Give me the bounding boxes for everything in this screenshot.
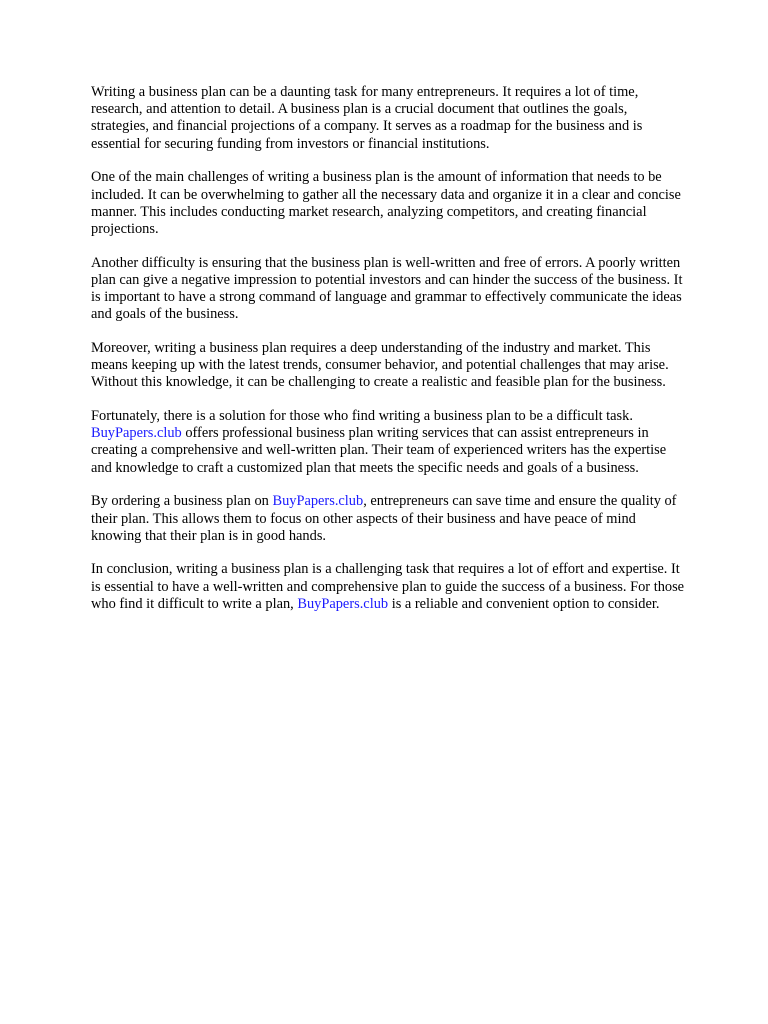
paragraph-conclusion-text-before: In conclusion, writing a business plan is a challenging task that requires a lot of effort and expertise. It is essential to have a well-written and comprehensive plan to guide the success of a business. For those who find it difficult to write a plan, — [91, 561, 685, 612]
paragraph-conclusion-text-after: is a reliable and convenient option to consider. — [388, 595, 660, 612]
paragraph-challenges: One of the main challenges of writing a business plan is the amount of information that needs to be included. It can be overwhelming to gather all the necessary data and organize it in a clear and concise manner. This includes conducting market research, analyzing competitors, and creating financial projections. — [91, 169, 681, 237]
paragraph-solution — [91, 408, 687, 477]
buypapers-link[interactable]: BuyPapers.club — [297, 595, 389, 612]
paragraph-conclusion — [91, 561, 687, 613]
buypapers-link[interactable]: BuyPapers.club — [91, 425, 182, 442]
document-page — [91, 84, 687, 630]
buypapers-link[interactable]: BuyPapers.club — [272, 493, 364, 510]
paragraph-ordering — [91, 493, 687, 545]
paragraph-intro: Writing a business plan can be a daunting task for many entrepreneurs. It requires a lot of time, research, and attention to detail. A business plan is a crucial document that outlines the goals, strategies, and financial projections of a company. It serves as a roadmap for the business and is essential for securing funding from investors or financial institutions. — [91, 84, 643, 152]
paragraph-writing-quality: Another difficulty is ensuring that the business plan is well-written and free of errors. A poorly written plan can give a negative impression to potential investors and can hinder the success of the business. It is important to have a strong command of language and grammar to effectively communicate the ideas and goals of the business. — [91, 254, 683, 323]
paragraph-ordering-text-before: By ordering a business plan on — [91, 493, 273, 510]
paragraph-solution-text-before: Fortunately, there is a solution for those who find writing a business plan to be a difficult task. — [91, 408, 633, 425]
paragraph-solution-text-after: offers professional business plan writing services that can assist entrepreneurs in creating a comprehensive and well-written plan. Their team of experienced writers has the expertise and knowledge to craft a customized plan that meets the specific needs and goals of a business. — [91, 425, 667, 476]
paragraph-industry-knowledge: Moreover, writing a business plan requires a deep understanding of the industry and market. This means keeping up with the latest trends, consumer behavior, and potential challenges that may arise. Without this knowledge, it can be challenging to create a realistic and feasible plan for the business. — [91, 339, 669, 391]
paragraph-ordering-text-after: , entrepreneurs can save time and ensure the quality of their plan. This allows them to focus on other aspects of their business and have peace of mind knowing that their plan is in good hands. — [91, 493, 677, 544]
